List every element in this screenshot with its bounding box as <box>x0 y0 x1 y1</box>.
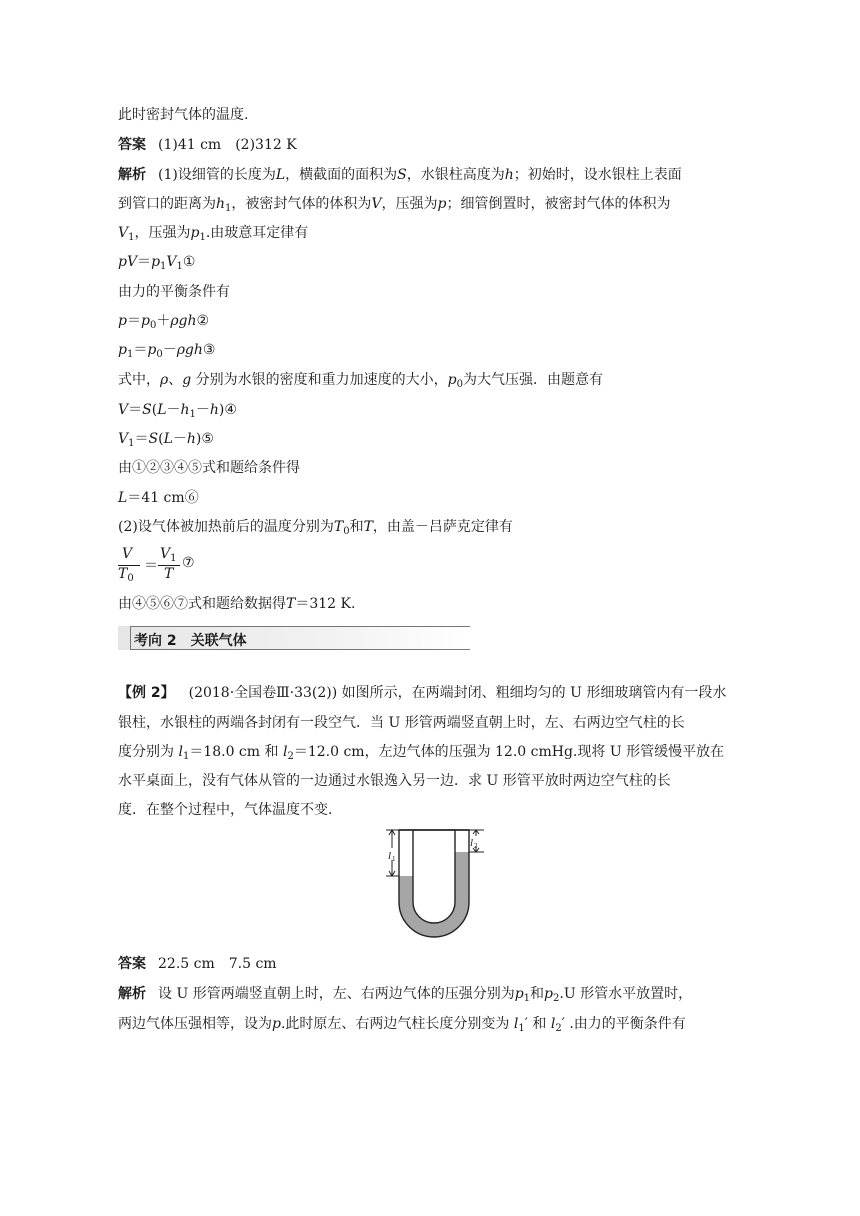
analysis-1-line: 解析 (1)设细管的长度为L，横截面的面积为S，水银柱高度为h；初始时，设水银柱上表面 <box>118 167 682 183</box>
seg: ＝18.0 cm 和 <box>189 744 279 760</box>
text-line: 由④⑤⑥⑦式和题给数据得T＝312 K. <box>118 596 356 612</box>
analysis-label: 解析 <box>118 986 146 1002</box>
seg: (2)设气体被加热前后的温度分别为 <box>118 519 334 535</box>
text-line: 两边气体压强相等，设为p.此时原左、右两边气柱长度分别变为 $l_1'$ 和 $l_2'$ .由力的平衡条件有 <box>118 1016 686 1034</box>
text-line: 到管口的距离为$h_1$，被密封气体的体积为V，压强为p；细管倒置时，被密封气体的体积为 <box>118 196 671 214</box>
seg: 和 <box>530 986 545 1002</box>
seg: 为大气压强．由题意有 <box>463 372 603 388</box>
eq-tag: ① <box>182 254 196 270</box>
answer-text: (1)41 cm (2)312 K <box>158 137 297 153</box>
seg: ，被密封气体的体积为 <box>231 196 372 212</box>
seg: 设 U 形管两端竖直朝上时，左、右两边气体的压强分别为 <box>158 986 515 1002</box>
seg: 分别为水银的密度和重力加速度的大小， <box>195 372 448 388</box>
seg: ，由盖－吕萨克定律有 <box>372 519 513 535</box>
eq-tag: ⑥ <box>184 490 199 506</box>
l2-label: l <box>470 837 474 849</box>
analysis-2-line: 解析 设 U 形管两端竖直朝上时，左、右两边气体的压强分别为$p_1$和$p_2.U$ 形管水平放置时， <box>118 986 693 1004</box>
equation-6: L＝41 cm⑥ <box>118 490 199 506</box>
section-title: 考向 2 关联气体 <box>134 633 247 649</box>
seg: (1)设细管的长度为 <box>158 167 276 183</box>
seg: ，横截面的面积为 <box>285 167 398 183</box>
seg: ，压强为 <box>134 225 191 241</box>
seg: ；细管倒置时，被密封气体的体积为 <box>446 196 671 212</box>
section-rule <box>130 626 470 627</box>
line-text: 由①②③④⑤式和题给条件得 <box>118 460 300 476</box>
line-text: 由力的平衡条件有 <box>118 284 230 300</box>
seg: 和 <box>349 519 364 535</box>
equation-2: $p=p_0+\rho gh②$ <box>118 313 210 331</box>
tube-inner-wall <box>413 830 455 923</box>
text-line: $V_1$，压强为$p_1$.由玻意耳定律有 <box>118 225 309 243</box>
seg: 度．在整个过程中，气体温度不变． <box>118 802 342 818</box>
seg: 式中， <box>118 372 160 388</box>
eq-tag: ④ <box>224 402 237 418</box>
text-line <box>118 282 230 302</box>
seg: ＝12.0 cm，左边气体的压强为 12.0 cmHg.现将 U 形管缓慢平放在 <box>293 744 725 760</box>
seg: (2018·全国卷Ⅲ·33(2)) 如图所示，在两端封闭、粗细均匀的 U 形细玻璃管内有一段水 <box>188 685 727 701</box>
mercury-column <box>399 852 469 937</box>
eq-tag: ⑤ <box>201 431 214 447</box>
u-tube-figure <box>372 826 492 944</box>
seg: 度分别为 <box>118 744 174 760</box>
eq-tag: ② <box>196 313 210 329</box>
l1-label: l <box>388 850 392 862</box>
equation-3: $p_1=p_0-\rho gh③$ <box>118 342 216 360</box>
seg: 水平桌面上，没有气体从管的一边通过水银逸入另一边．求 U 形管平放时两边空气柱的长 <box>118 773 671 789</box>
seg: 由④⑤⑥⑦式和题给数据得 <box>118 596 286 612</box>
svg-text:1: 1 <box>392 855 396 863</box>
seg: .由力的平衡条件有 <box>569 1016 686 1032</box>
text-line: (2)设气体被加热前后的温度分别为$T_0$和T，由盖－吕萨克定律有 <box>118 519 513 537</box>
equation-4: $V=S(L-h_1-h)④$ <box>118 402 237 420</box>
equation-7: V $T_0$ ＝ $V_1$ T ⑦ <box>118 546 195 584</box>
section-header <box>118 624 470 650</box>
answer-1-line <box>118 135 297 155</box>
seg: 和 <box>532 1016 547 1032</box>
seg: .此时原左、右两边气柱长度分别变为 <box>280 1016 510 1032</box>
seg: ＝312 K. <box>295 596 356 612</box>
eq-tag: ③ <box>202 342 216 358</box>
eq-tag: ⑦ <box>182 555 195 571</box>
example-line <box>118 800 342 820</box>
example-line <box>118 713 685 733</box>
seg: .由玻意耳定律有 <box>205 225 309 241</box>
text-line: 式中，ρ、g 分别为水银的密度和重力加速度的大小，$p_0$为大气压强．由题意有 <box>118 372 603 390</box>
line-text: 此时密封气体的温度. <box>118 107 249 123</box>
seg: ，水银柱高度为 <box>406 167 505 183</box>
answer-2-line <box>118 954 277 974</box>
seg: ，压强为 <box>381 196 438 212</box>
seg: 两边气体压强相等，设为 <box>118 1016 272 1032</box>
equation-5: $V_1=S(L-h)⑤$ <box>118 431 214 449</box>
example-line <box>118 771 671 791</box>
seg: .U 形管水平放置时， <box>559 986 693 1002</box>
section-rule <box>130 626 131 650</box>
seg: 银柱，水银柱的两端各封闭有一段空气．当 U 形管两端竖直朝上时，左、右两边空气柱的长 <box>118 715 685 731</box>
analysis-label: 解析 <box>118 167 146 183</box>
equation-1: $pV=p_1V_1①$ <box>118 254 196 272</box>
text-line <box>118 458 300 478</box>
answer-label: 答案 <box>118 956 146 972</box>
example-line <box>118 683 726 703</box>
answer-text: 22.5 cm 7.5 cm <box>158 956 277 972</box>
seg: ；初始时，设水银柱上表面 <box>513 167 682 183</box>
answer-label: 答案 <box>118 137 146 153</box>
text-line <box>118 105 248 125</box>
seg: 到管口的距离为 <box>118 196 216 212</box>
example-line: 度分别为 $l_1=18.0$ cm 和 $l_2=12.0$ cm，左边气体的压强为 12.0 cmHg.现将 U 形管缓慢平放在 <box>118 744 725 762</box>
example-label: 【例 2】 <box>118 685 175 701</box>
svg-text:2: 2 <box>474 842 478 850</box>
